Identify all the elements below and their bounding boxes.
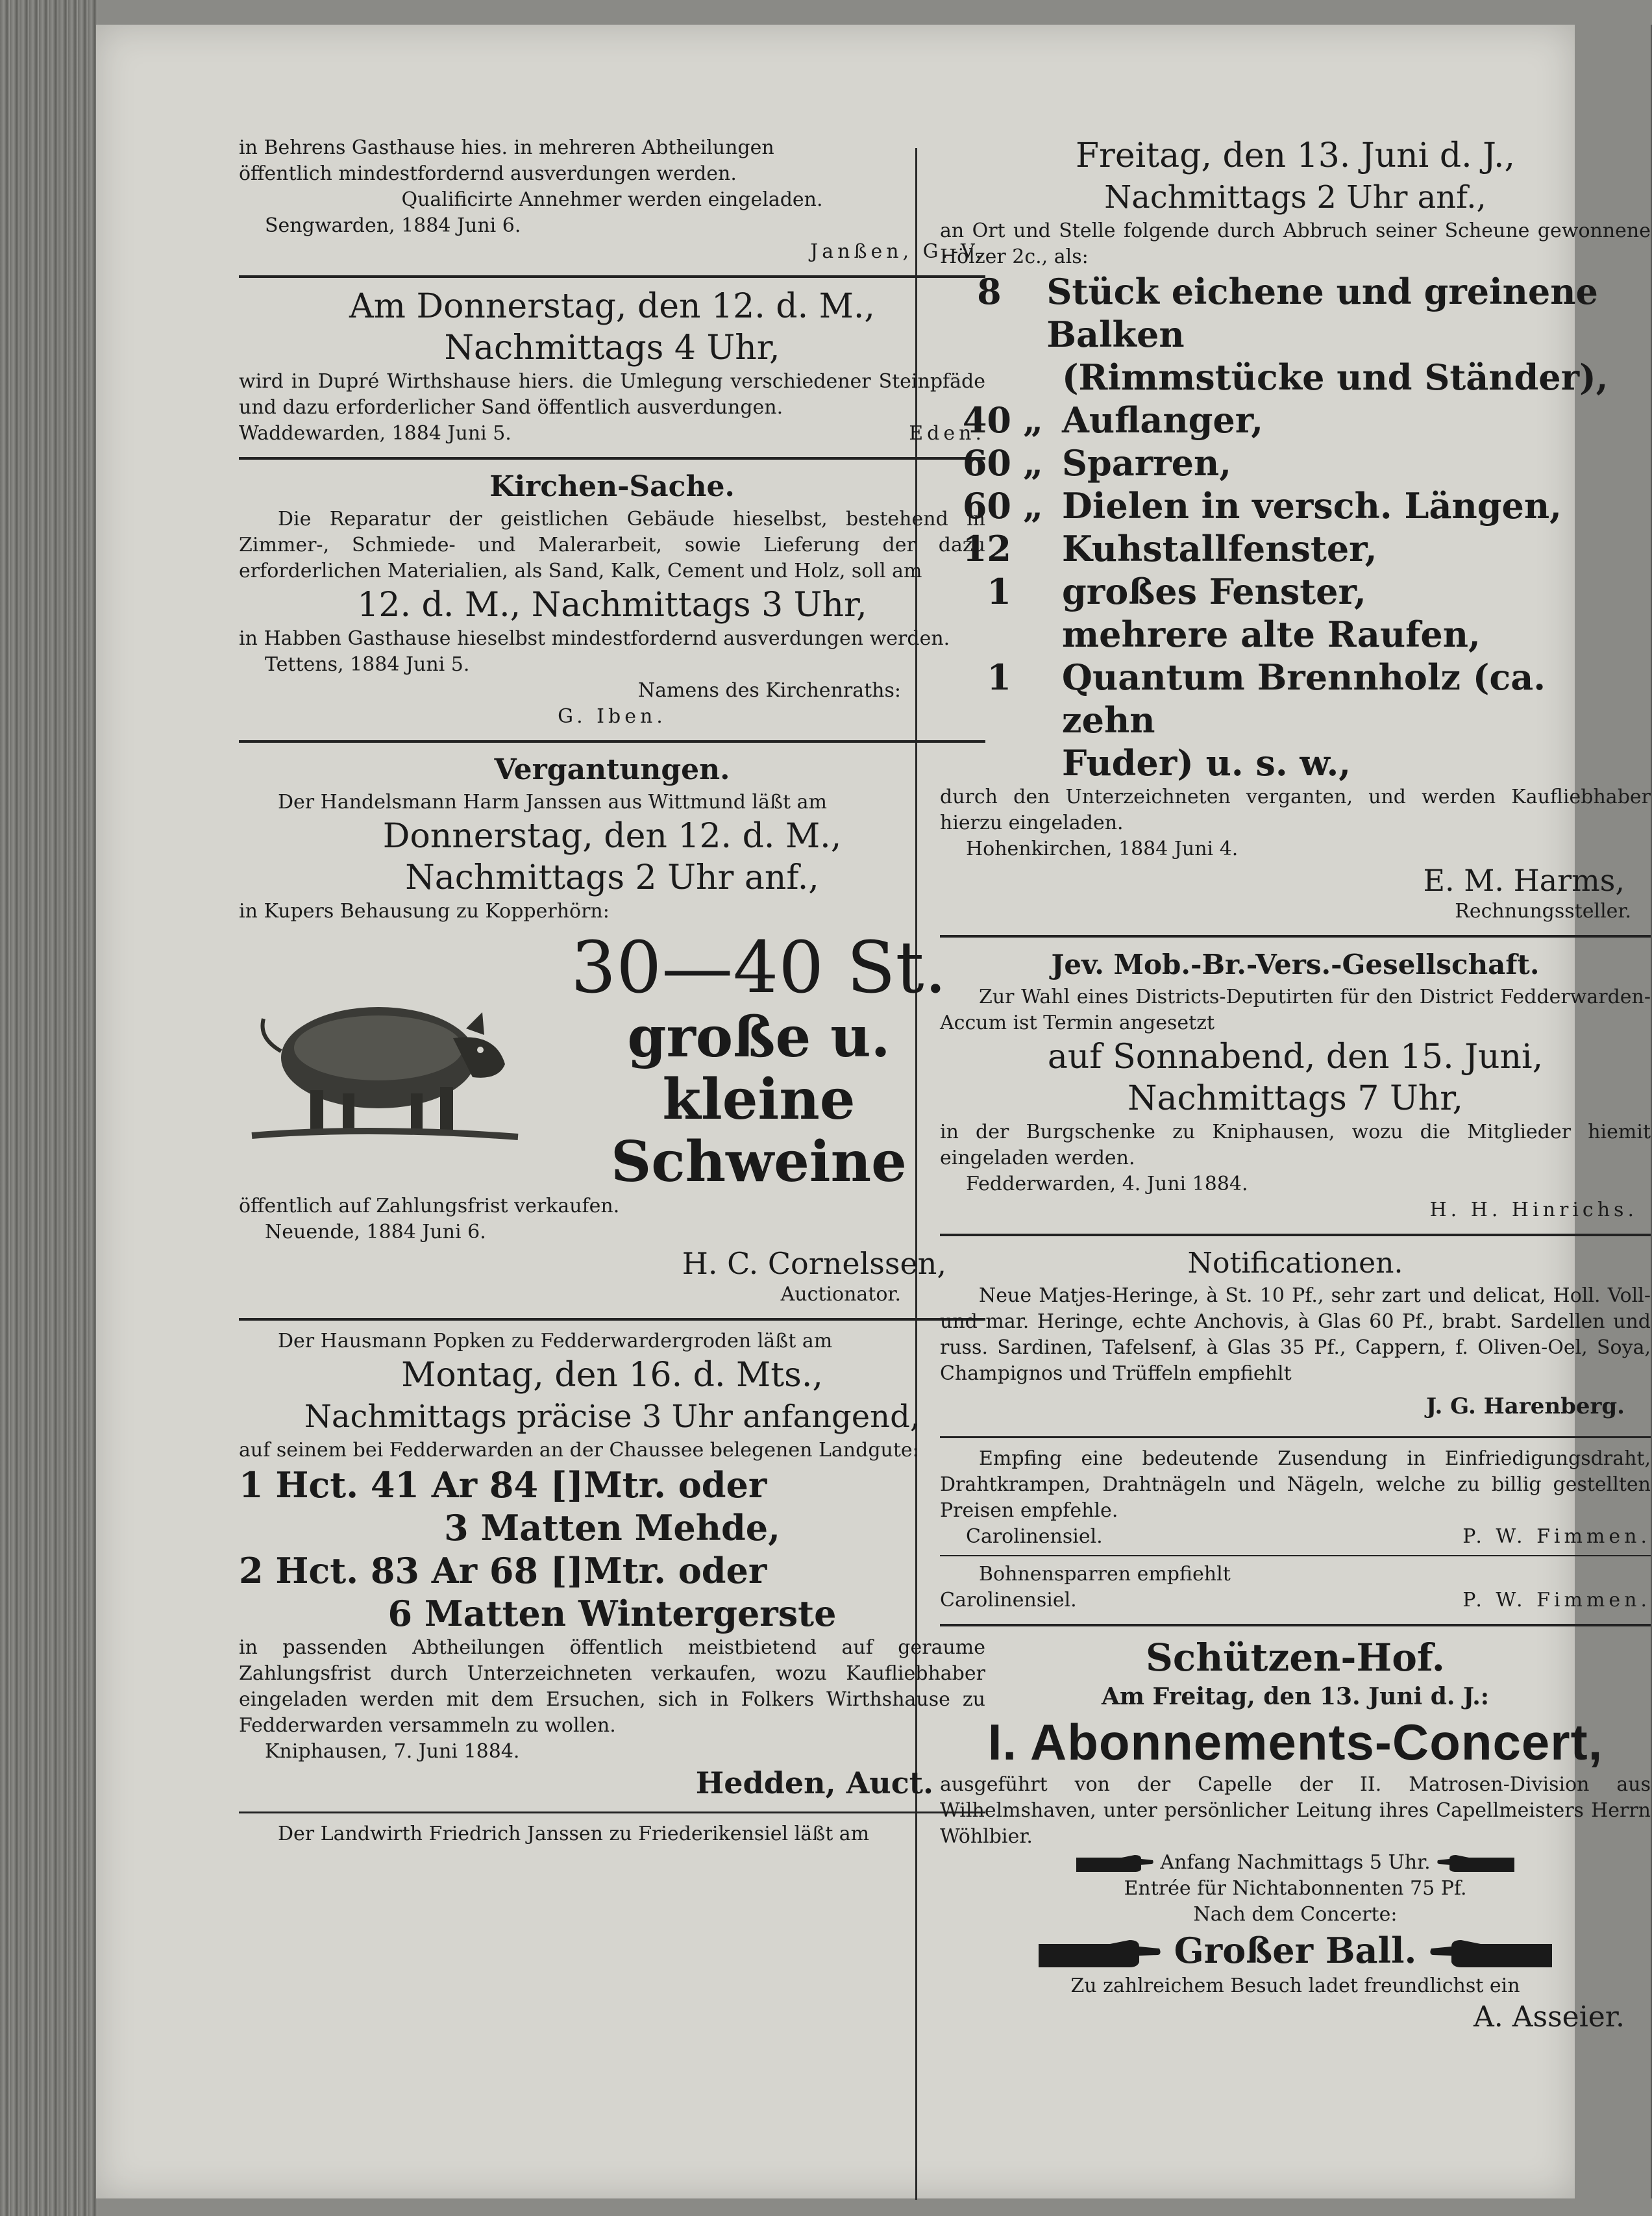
ad-line: in Behrens Gasthause hies. in mehreren Abtheilungen	[239, 136, 774, 159]
ad-place: Neuende, 1884 Juni 6.	[265, 1221, 486, 1243]
ad-signature-title: Rechnungssteller.	[1455, 900, 1631, 923]
ad-place: Carolinensiel.	[940, 1589, 1077, 1612]
ad-place: Sengwarden, 1884 Juni 6.	[265, 214, 521, 237]
ad-hohenkirchen	[940, 135, 1651, 925]
ad-signature: J. G. Harenberg.	[1426, 1393, 1625, 1419]
land-item: 2 Hct. 83 Ar 68 []Mtr. oder	[239, 1550, 767, 1591]
ad-separator	[239, 1811, 985, 1813]
ad-body: auf seinem bei Fedderwarden an der Chaussee belegenen Landgute:	[239, 1439, 919, 1462]
timber-item: 40 „ Auflanger,	[962, 399, 1264, 441]
after-concert: Nach dem Concerte:	[1193, 1903, 1398, 1926]
timber-list	[940, 270, 1651, 784]
ad-signature: Hedden, Auct.	[695, 1765, 933, 1800]
ad-popken	[239, 1328, 985, 1801]
ad-date: 12. d. M., Nachmittags 3 Uhr,	[357, 586, 867, 625]
ad-place: Hohenkirchen, 1884 Juni 4.	[966, 838, 1239, 860]
ad-body: Der Landwirth Friedrich Janssen zu Friederikensiel läßt am	[278, 1823, 870, 1845]
ad-heading: Notificationen.	[1187, 1247, 1403, 1280]
ad-line: öffentlich mindestfordernd ausverdungen werden.	[239, 162, 737, 185]
timber-item: 60 „ Sparren,	[962, 442, 1232, 484]
ad-place: Carolinensiel.	[966, 1525, 1103, 1548]
ad-body: Zur Wahl eines Districts-Deputirten für den District Fedderwarden-Accum ist Termin angesetzt	[940, 986, 1651, 1034]
entry-fee: Entrée für Nichtabonnenten 75 Pf.	[1124, 1877, 1467, 1900]
ad-signature: Eden.	[909, 422, 985, 445]
ad-separator	[239, 740, 985, 743]
timber-item: 1 großes Fenster,	[987, 571, 1366, 612]
ad-date: Montag, den 16. d. Mts.,	[401, 1356, 823, 1395]
ad-sengwarden	[239, 135, 985, 265]
invitation: Zu zahlreichem Besuch ladet freundlichst ein	[1070, 1974, 1520, 1997]
newspaper-page	[96, 25, 1651, 2198]
ad-body: Neue Matjes-Heringe, à St. 10 Pf., sehr zart und delicat, Holl. Voll- und mar. Heringe, echte Anchovis, à Glas 60 Pf., brabt. Sardellen und russ. Sardinen, Tafelsenf, à Glas 35 Pf., Cappern, f. Oliven-Oel, Soya, Champignos und Trüffeln empfiehlt	[940, 1284, 1651, 1385]
ad-place: Waddewarden, 1884 Juni 5.	[239, 422, 512, 445]
ad-waddewarden	[239, 286, 985, 447]
timber-item: 1 Quantum Brennholz (ca. zehn	[987, 656, 1546, 741]
ad-kirchen-sache	[239, 467, 985, 730]
ad-separator	[940, 1555, 1651, 1556]
ad-signature: A. Asseier.	[1473, 2000, 1625, 2034]
ad-body: in passenden Abtheilungen öffentlich meistbietend auf geraume Zahlungsfrist durch Unterzeichneten verkaufen, wozu Kaufliebhaber eingeladen werden mit dem Ersuchen, sich in Folkers Wirthshause zu Fedderwarden versammeln zu wollen.	[239, 1636, 985, 1737]
ad-separator	[239, 1318, 985, 1321]
pointing-hand-right-icon	[1076, 1852, 1154, 1874]
ad-body: ausgeführt von der Capelle der II. Matrosen-Division aus Wilhelmshaven, unter persönlicher Leitung ihres Capellmeisters Herrn Wöhlbier.	[940, 1773, 1651, 1848]
concert-title: I. Abonnements-Concert,	[987, 1713, 1603, 1771]
ad-signature: P. W. Fimmen.	[1462, 1525, 1651, 1548]
ad-body: öffentlich auf Zahlungsfrist verkaufen.	[239, 1195, 620, 1217]
ad-body: in der Burgschenke zu Kniphausen, wozu die Mitglieder hiemit eingeladen werden.	[940, 1121, 1651, 1169]
ad-separator	[940, 1624, 1651, 1626]
pig-sizes: große u. kleine	[627, 1004, 891, 1132]
pig-count: 30—40 St.	[571, 926, 947, 1009]
ad-body: wird in Dupré Wirthshause hiers. die Umlegung verschiedener Steinpfäde und dazu erforderlicher Sand öffentlich ausverdungen.	[239, 370, 985, 419]
pointing-hand-left-icon	[1429, 1937, 1552, 1970]
pig-illustration	[239, 967, 524, 1155]
ad-notificationen	[940, 1244, 1651, 1426]
timber-item: mehrere alte Raufen,	[1062, 614, 1481, 655]
timber-item: (Rimmstücke und Ständer),	[1062, 356, 1609, 398]
ad-body: an Ort und Stelle folgende durch Abbruch seiner Scheune gewonnene Hölzer 2c., als:	[940, 219, 1651, 268]
ad-fimmen-draht	[940, 1446, 1651, 1550]
ad-time: Nachmittags 2 Uhr anf.,	[405, 858, 819, 897]
ad-signature: G. Iben.	[558, 705, 667, 728]
ad-date: Donnerstag, den 12. d. M.,	[382, 817, 842, 856]
right-column	[940, 135, 1651, 2035]
ad-place: Fedderwarden, 4. Juni 1884.	[966, 1173, 1248, 1195]
ad-signature: Janßen, G.-V.	[810, 240, 985, 263]
ad-signature-title: Namens des Kirchenraths:	[637, 679, 901, 702]
ad-date: Am Donnerstag, den 12. d. M.,	[349, 287, 875, 326]
ad-location: in Kupers Behausung zu Kopperhörn:	[239, 900, 610, 923]
ad-body: Empfing eine bedeutende Zusendung in Einfriedigungsdraht, Drahtkrampen, Drahtnägeln und Nägeln, welche zu billig gestellten Preisen empfehle.	[940, 1447, 1651, 1522]
ad-time: Nachmittags 4 Uhr,	[444, 329, 780, 367]
ad-separator	[239, 275, 985, 278]
ad-separator	[239, 457, 985, 460]
ad-fimmen-bohnen	[940, 1562, 1651, 1613]
ad-signature: P. W. Fimmen.	[1462, 1589, 1651, 1612]
ad-body: durch den Unterzeichneten verganten, und werden Kaufliebhaber hierzu eingeladen.	[940, 786, 1651, 834]
ad-versicherung	[940, 945, 1651, 1223]
ad-schuetzen-hof	[940, 1634, 1651, 2035]
timber-item: 60 „ Dielen in versch. Längen,	[962, 485, 1562, 527]
ad-vergantungen	[239, 751, 985, 1308]
timber-item: Fuder) u. s. w.,	[1062, 742, 1351, 784]
timber-item: 12 Kuhstallfenster,	[962, 528, 1377, 569]
ad-body: Bohnensparren empfiehlt	[979, 1563, 1231, 1586]
ad-body: Die Reparatur der geistlichen Gebäude hieselbst, bestehend in Zimmer-, Schmiede- und Malerarbeit, sowie Lieferung der dazu erforderlichen Materialien, als Sand, Kalk, Cement und Holz, soll am	[239, 508, 985, 582]
land-item: 6 Matten Wintergerste	[388, 1593, 837, 1634]
ad-body: in Habben Gasthause hieselbst mindestfordernd ausverdungen werden.	[239, 627, 950, 650]
pointing-hand-right-icon	[1039, 1937, 1162, 1970]
land-item: 3 Matten Mehde,	[444, 1507, 780, 1549]
ad-line: Qualificirte Annehmer werden eingeladen.	[401, 188, 823, 211]
ball-title: Großer Ball.	[1174, 1930, 1417, 1971]
pig-label: Schweine	[611, 1129, 907, 1195]
timber-item: 8 Stück eichene und greinene Balken	[977, 271, 1598, 355]
ad-heading: Jev. Mob.-Br.-Vers.-Gesellschaft.	[1051, 949, 1540, 980]
ad-separator	[940, 1234, 1651, 1236]
ad-separator	[940, 1436, 1651, 1438]
ad-signature: H. C. Cornelssen,	[682, 1246, 946, 1281]
book-page-edges	[0, 0, 97, 2216]
concert-start	[940, 1850, 1651, 1876]
ad-time: Nachmittags präcise 3 Uhr anfangend,	[304, 1399, 920, 1435]
start-time: Anfang Nachmittags 5 Uhr.	[1160, 1851, 1431, 1874]
ad-body: Der Hausmann Popken zu Fedderwardergroden läßt am	[278, 1330, 833, 1352]
ad-body: Der Handelsmann Harm Janssen aus Wittmund läßt am	[278, 791, 827, 814]
pointing-hand-left-icon	[1436, 1852, 1514, 1874]
ad-signature-title: Auctionator.	[780, 1283, 901, 1306]
ad-time: Nachmittags 2 Uhr anf.,	[1104, 179, 1486, 216]
ball-line	[940, 1928, 1651, 1973]
ad-signature: H. H. Hinrichs.	[1429, 1199, 1638, 1221]
ad-time: Nachmittags 7 Uhr,	[1128, 1079, 1463, 1118]
ad-place: Kniphausen, 7. Juni 1884.	[265, 1740, 520, 1763]
ad-date: Am Freitag, den 13. Juni d. J.:	[1101, 1683, 1490, 1710]
ad-signature: E. M. Harms,	[1423, 863, 1625, 898]
ad-heading: Vergantungen.	[494, 753, 730, 786]
land-item: 1 Hct. 41 Ar 84 []Mtr. oder	[239, 1464, 767, 1506]
left-column	[239, 135, 985, 1847]
ad-place: Tettens, 1884 Juni 5.	[265, 653, 470, 676]
ad-friedrich-janssen	[239, 1821, 985, 1847]
ad-heading: Kirchen-Sache.	[489, 470, 735, 503]
ad-date: auf Sonnabend, den 15. Juni,	[1047, 1038, 1544, 1077]
ad-separator	[940, 935, 1651, 938]
ad-heading: Schützen-Hof.	[1146, 1636, 1445, 1680]
ad-date: Freitag, den 13. Juni d. J.,	[1075, 136, 1516, 175]
